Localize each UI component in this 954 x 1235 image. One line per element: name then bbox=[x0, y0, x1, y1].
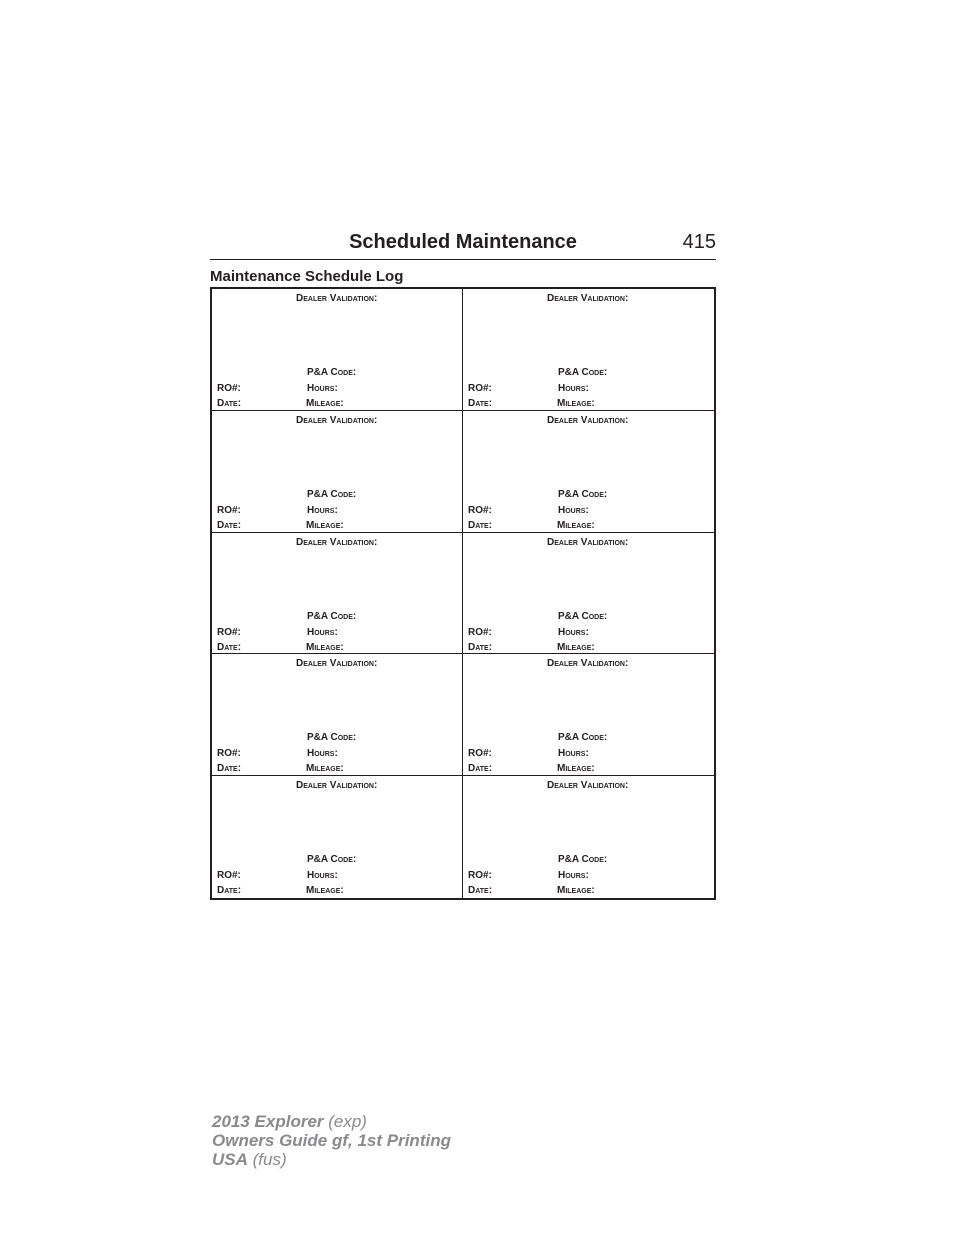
hours-label: Hours: bbox=[307, 504, 338, 516]
ro-number-label: RO#: bbox=[217, 626, 241, 638]
date-label: Date: bbox=[468, 519, 493, 531]
footer-line-1: 2013 Explorer (exp) bbox=[212, 1112, 367, 1131]
log-entry bbox=[463, 289, 714, 411]
pa-code-label: P&A Code: bbox=[307, 854, 357, 866]
log-entry bbox=[212, 411, 463, 533]
dealer-validation-label: Dealer Validation: bbox=[296, 414, 378, 426]
log-entry bbox=[463, 776, 714, 898]
dealer-validation-label: Dealer Validation: bbox=[296, 658, 378, 670]
ro-number-label: RO#: bbox=[217, 383, 241, 394]
ro-number-label: RO#: bbox=[217, 504, 241, 516]
date-label: Date: bbox=[217, 519, 242, 531]
footer-line-2: Owners Guide gf, 1st Printing bbox=[212, 1131, 451, 1150]
date-label: Date: bbox=[217, 763, 242, 775]
hours-label: Hours: bbox=[307, 383, 338, 394]
date-label: Date: bbox=[217, 641, 242, 653]
hours-label: Hours: bbox=[558, 870, 589, 882]
section-heading: Maintenance Schedule Log bbox=[210, 268, 404, 285]
footer bbox=[212, 1112, 451, 1169]
mileage-label: Mileage: bbox=[306, 398, 344, 409]
mileage-label: Mileage: bbox=[557, 763, 595, 775]
date-label: Date: bbox=[217, 885, 242, 897]
pa-code-label: P&A Code: bbox=[558, 367, 608, 378]
dealer-validation-label: Dealer Validation: bbox=[296, 780, 378, 792]
hours-label: Hours: bbox=[307, 626, 338, 638]
log-entry bbox=[463, 533, 714, 655]
mileage-label: Mileage: bbox=[557, 398, 595, 409]
mileage-label: Mileage: bbox=[306, 763, 344, 775]
log-entry bbox=[212, 533, 463, 655]
mileage-label: Mileage: bbox=[557, 519, 595, 531]
dealer-validation-label: Dealer Validation: bbox=[547, 658, 629, 670]
hours-label: Hours: bbox=[307, 748, 338, 760]
dealer-validation-label: Dealer Validation: bbox=[547, 293, 629, 304]
hours-label: Hours: bbox=[558, 504, 589, 516]
pa-code-label: P&A Code: bbox=[558, 610, 608, 622]
mileage-label: Mileage: bbox=[306, 641, 344, 653]
log-entry bbox=[212, 654, 463, 776]
mileage-label: Mileage: bbox=[557, 885, 595, 897]
ro-number-label: RO#: bbox=[468, 504, 492, 516]
log-entry bbox=[212, 776, 463, 898]
hours-label: Hours: bbox=[558, 626, 589, 638]
page-title: Scheduled Maintenance bbox=[349, 231, 577, 253]
pa-code-label: P&A Code: bbox=[307, 732, 357, 744]
log-entry bbox=[463, 654, 714, 776]
pa-code-label: P&A Code: bbox=[307, 367, 357, 378]
page-header bbox=[210, 229, 716, 260]
ro-number-label: RO#: bbox=[468, 870, 492, 882]
ro-number-label: RO#: bbox=[468, 383, 492, 394]
pa-code-label: P&A Code: bbox=[558, 732, 608, 744]
hours-label: Hours: bbox=[558, 383, 589, 394]
log-entry bbox=[212, 289, 463, 411]
ro-number-label: RO#: bbox=[468, 748, 492, 760]
date-label: Date: bbox=[468, 885, 493, 897]
log-entry bbox=[463, 411, 714, 533]
date-label: Date: bbox=[217, 398, 242, 409]
mileage-label: Mileage: bbox=[557, 641, 595, 653]
footer-line-3: USA (fus) bbox=[212, 1150, 287, 1169]
date-label: Date: bbox=[468, 398, 493, 409]
mileage-label: Mileage: bbox=[306, 519, 344, 531]
page-number: 415 bbox=[682, 231, 716, 253]
ro-number-label: RO#: bbox=[217, 870, 241, 882]
dealer-validation-label: Dealer Validation: bbox=[547, 414, 629, 426]
pa-code-label: P&A Code: bbox=[558, 854, 608, 866]
dealer-validation-label: Dealer Validation: bbox=[296, 536, 378, 548]
dealer-validation-label: Dealer Validation: bbox=[547, 780, 629, 792]
pa-code-label: P&A Code: bbox=[558, 488, 608, 500]
hours-label: Hours: bbox=[307, 870, 338, 882]
mileage-label: Mileage: bbox=[306, 885, 344, 897]
ro-number-label: RO#: bbox=[468, 626, 492, 638]
pa-code-label: P&A Code: bbox=[307, 488, 357, 500]
pa-code-label: P&A Code: bbox=[307, 610, 357, 622]
dealer-validation-label: Dealer Validation: bbox=[547, 536, 629, 548]
ro-number-label: RO#: bbox=[217, 748, 241, 760]
dealer-validation-label: Dealer Validation: bbox=[296, 293, 378, 304]
maintenance-log-table bbox=[210, 287, 716, 900]
date-label: Date: bbox=[468, 641, 493, 653]
hours-label: Hours: bbox=[558, 748, 589, 760]
date-label: Date: bbox=[468, 763, 493, 775]
